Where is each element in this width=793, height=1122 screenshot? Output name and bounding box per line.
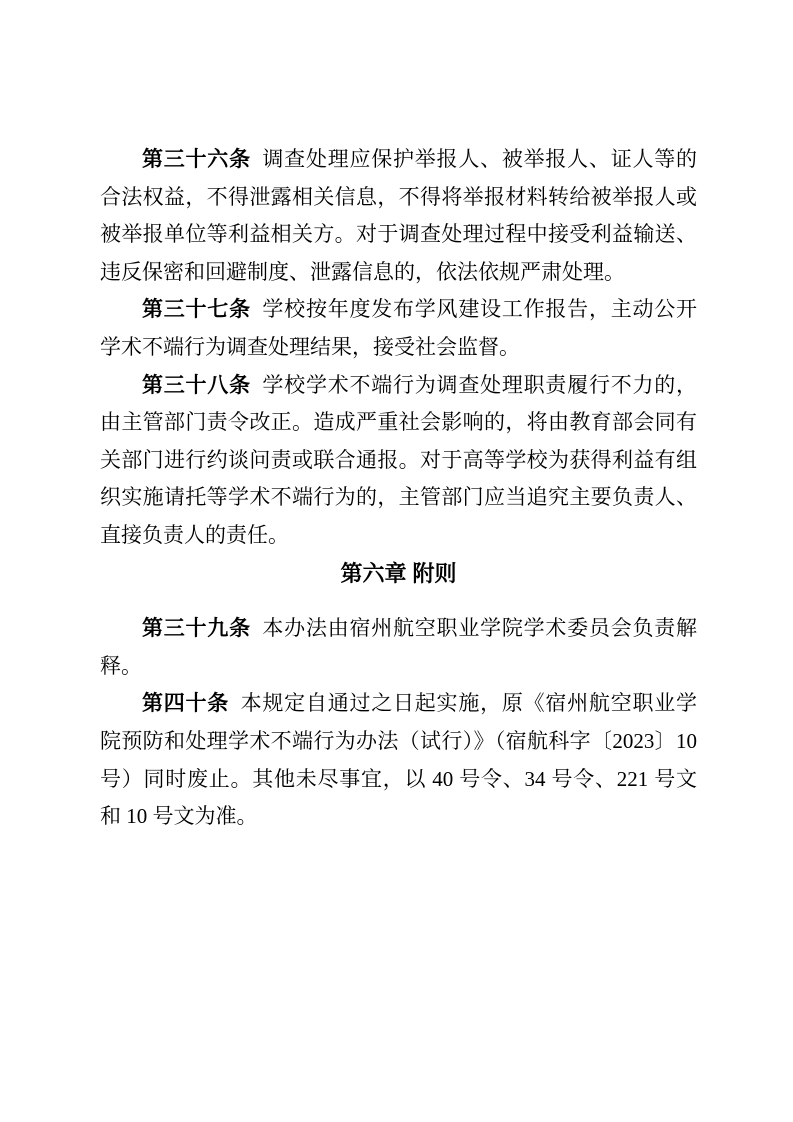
article-paragraph [100, 291, 697, 366]
article-text: 调查处理应保护举报人、被举报人、证人等的合法权益，不得泄露相关信息，不得将举报材料转给被举报人或被举报单位等利益相关方。对于调查处理过程中接受利益输送、违反保密和回避制度、泄露信息的，依法依规严肃处理。 [100, 147, 698, 284]
article-paragraph [100, 685, 697, 835]
article-number: 第三十八条 [142, 372, 251, 397]
article-number: 第三十六条 [142, 147, 251, 171]
article-number: 第三十七条 [142, 297, 251, 322]
article-text: 本办法由宿州航空职业学院学术委员会负责解释。 [100, 616, 698, 678]
article-text: 本规定自通过之日起实施，原《宿州航空职业学院预防和处理学术不端行为办法（试行）》（宿航科字〔2023〕10 号）同时废止。其他未尽事宜，以 40 号令、34 号令、221 号文和 10 号文为准。 [100, 691, 698, 829]
article-paragraph [100, 610, 697, 685]
article-paragraph [100, 367, 697, 555]
article-text: 学校学术不端行为调查处理职责履行不力的，由主管部门责令改正。造成严重社会影响的，将由教育部会同有关部门进行约谈问责或联合通报。对于高等学校为获得利益有组织实施请托等学术不端行为的，主管部门应当追究主要负责人、直接负责人的责任。 [100, 372, 698, 547]
chapter-heading: 第六章 附则 [340, 560, 457, 586]
article-paragraph [100, 141, 697, 291]
article-text: 学校按年度发布学风建设工作报告，主动公开学术不端行为调查处理结果，接受社会监督。 [100, 297, 698, 359]
article-number: 第四十条 [142, 691, 230, 716]
article-number: 第三十九条 [142, 616, 251, 641]
